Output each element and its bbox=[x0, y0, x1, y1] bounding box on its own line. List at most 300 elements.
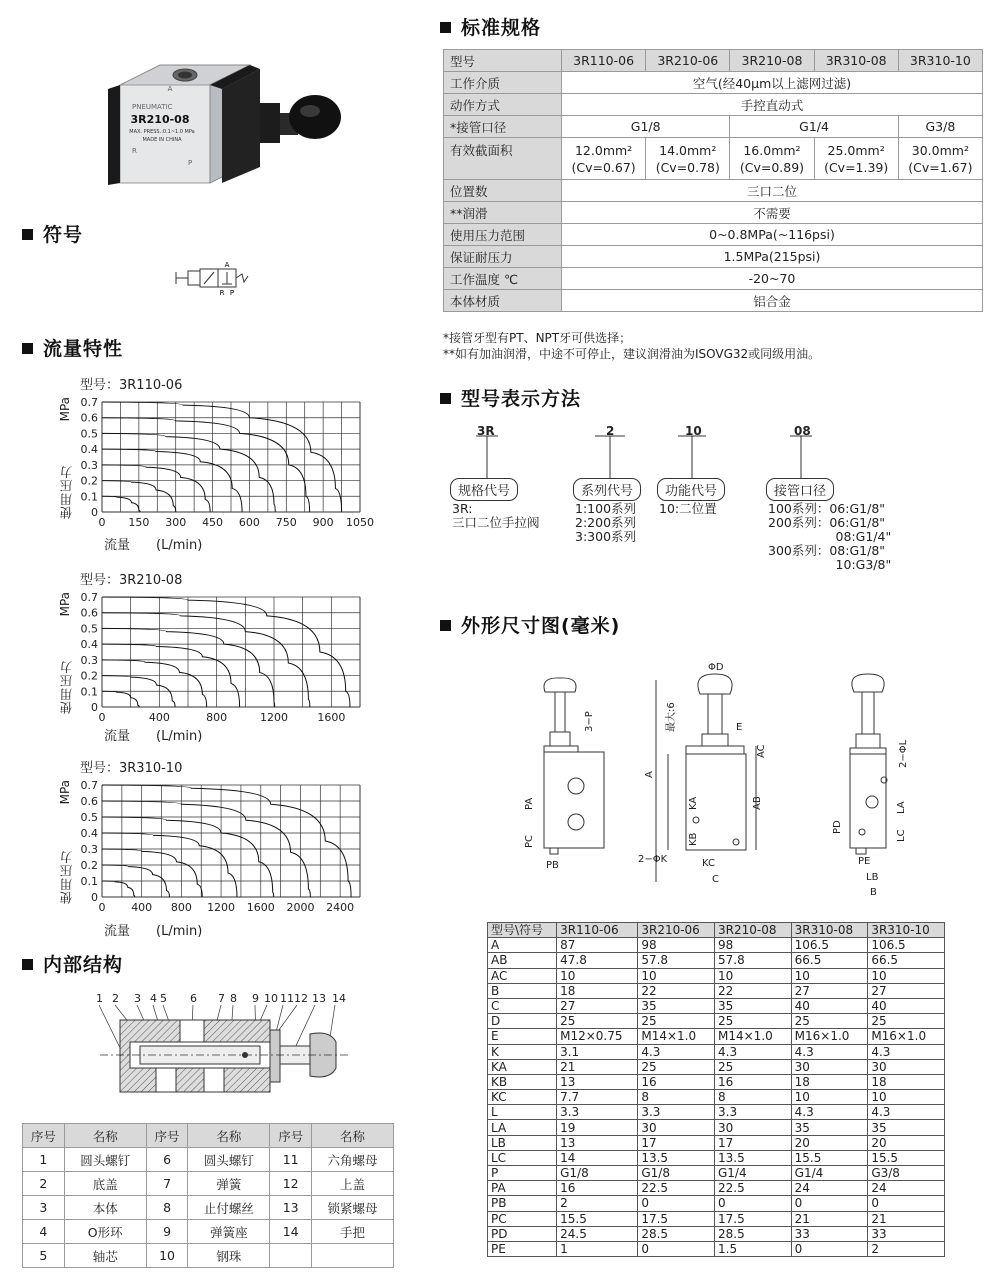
dim-label-c: C bbox=[712, 874, 719, 885]
dim-cell: 47.8 bbox=[557, 953, 638, 968]
dim-cell: 33 bbox=[791, 1226, 868, 1241]
chart2-xlabel: 流量 (L/min) bbox=[104, 729, 203, 744]
dim-cell: 4.3 bbox=[791, 1044, 868, 1059]
dim-cell: B bbox=[488, 983, 557, 998]
parts-header-cell: 名称 bbox=[188, 1124, 270, 1148]
x-tick-label: 2000 bbox=[286, 901, 315, 914]
section-spec: 标准规格 bbox=[440, 13, 541, 40]
spec-note-2: **如有加油润滑，中途不可停止，建议润滑油为ISOVG32或同级用油。 bbox=[443, 347, 821, 361]
callout-5: 5 bbox=[160, 992, 167, 1005]
dim-cell: M14×1.0 bbox=[638, 1029, 715, 1044]
dim-header-cell: 3R310-08 bbox=[791, 923, 868, 938]
dim-cell: 0 bbox=[791, 1241, 868, 1256]
code-label-port: 接管口径 bbox=[766, 478, 834, 501]
spec-label: *接管口径 bbox=[444, 116, 562, 138]
parts-row bbox=[23, 1244, 394, 1268]
dim-cell: 4.3 bbox=[791, 1105, 868, 1120]
parts-row bbox=[23, 1220, 394, 1244]
x-tick-label: 0 bbox=[98, 516, 106, 529]
spec-area-4: 25.0mm² (Cv=1.39) bbox=[814, 138, 898, 180]
dim-cell: 3.1 bbox=[557, 1044, 638, 1059]
spec-model-5: 3R310-10 bbox=[898, 50, 982, 72]
spec-model-3: 3R210-08 bbox=[730, 50, 814, 72]
parts-cell bbox=[270, 1244, 312, 1268]
chart2-title: 型号：3R210-08 bbox=[80, 573, 183, 588]
symbol-port-r: R bbox=[219, 289, 225, 297]
dim-cell: 35 bbox=[715, 998, 792, 1013]
dim-label-ac: AC bbox=[756, 744, 767, 758]
dim-cell: 10 bbox=[715, 968, 792, 983]
dim-cell: 35 bbox=[791, 1120, 868, 1135]
dim-row bbox=[488, 998, 945, 1013]
dim-cell: 1.5 bbox=[715, 1241, 792, 1256]
code-08: 08 bbox=[794, 424, 811, 438]
dim-cell: 0 bbox=[791, 1196, 868, 1211]
dim-cell: 13.5 bbox=[638, 1150, 715, 1165]
spec-row-positions bbox=[444, 180, 983, 202]
dim-cell: 22 bbox=[638, 983, 715, 998]
dim-cell: 24 bbox=[868, 1181, 945, 1196]
section-flow: 流量特性 bbox=[22, 334, 123, 361]
x-tick-label: 750 bbox=[275, 516, 297, 529]
spec-row-proof bbox=[444, 246, 983, 268]
dim-cell: PE bbox=[488, 1241, 557, 1256]
dim-row bbox=[488, 1074, 945, 1089]
dim-cell: AB bbox=[488, 953, 557, 968]
spec-row-pressure bbox=[444, 224, 983, 246]
dim-cell: 30 bbox=[715, 1120, 792, 1135]
dim-cell: 27 bbox=[557, 998, 638, 1013]
parts-cell: 弹簧座 bbox=[188, 1220, 270, 1244]
parts-cell: 上盖 bbox=[312, 1172, 394, 1196]
dim-label-2l: 2−ΦL bbox=[898, 739, 909, 768]
dim-cell: 30 bbox=[638, 1120, 715, 1135]
x-tick-label: 900 bbox=[312, 516, 334, 529]
y-tick-label: 0.2 bbox=[80, 669, 98, 683]
dim-cell: G1/8 bbox=[557, 1166, 638, 1181]
code-label-spec: 规格代号 bbox=[450, 478, 518, 501]
flow-curve-0.1 bbox=[102, 691, 139, 707]
dim-cell: 22.5 bbox=[638, 1181, 715, 1196]
dim-label-lb: LB bbox=[866, 872, 879, 883]
dim-cell: 16 bbox=[638, 1074, 715, 1089]
dim-cell: 98 bbox=[638, 938, 715, 953]
dim-cell: 16 bbox=[557, 1181, 638, 1196]
dim-cell: 4.3 bbox=[638, 1044, 715, 1059]
parts-cell: 6 bbox=[146, 1148, 188, 1172]
y-tick-label: 0.4 bbox=[80, 827, 98, 840]
dim-cell: 3.3 bbox=[557, 1105, 638, 1120]
dim-row bbox=[488, 1150, 945, 1165]
x-tick-label: 1200 bbox=[260, 711, 288, 724]
dim-cell: 21 bbox=[557, 1059, 638, 1074]
parts-cell: 弹簧 bbox=[188, 1172, 270, 1196]
callout-4: 4 bbox=[150, 992, 157, 1005]
parts-row bbox=[23, 1196, 394, 1220]
dim-row bbox=[488, 1029, 945, 1044]
dim-cell: 1 bbox=[557, 1241, 638, 1256]
dim-cell: 15.5 bbox=[868, 1150, 945, 1165]
y-tick-label: 0.3 bbox=[80, 458, 98, 472]
dim-cell: 66.5 bbox=[791, 953, 868, 968]
callout-11: 11 bbox=[280, 992, 294, 1005]
dim-row bbox=[488, 953, 945, 968]
y-tick-label: 0 bbox=[91, 506, 98, 519]
dim-cell: M12×0.75 bbox=[557, 1029, 638, 1044]
dim-cell: 22 bbox=[715, 983, 792, 998]
spec-model-2: 3R210-06 bbox=[646, 50, 730, 72]
dim-header-cell: 3R210-06 bbox=[638, 923, 715, 938]
dim-row bbox=[488, 1135, 945, 1150]
y-tick-label: 0.6 bbox=[80, 411, 98, 425]
dim-cell: LB bbox=[488, 1135, 557, 1150]
dim-cell: 25 bbox=[791, 1014, 868, 1029]
dim-cell: 10 bbox=[638, 968, 715, 983]
parts-header-cell: 序号 bbox=[23, 1124, 65, 1148]
dim-cell: 7.7 bbox=[557, 1090, 638, 1105]
dim-label-pa: PA bbox=[524, 797, 535, 810]
parts-cell: 4 bbox=[23, 1220, 65, 1244]
spec-value: 1.5MPa(215psi) bbox=[562, 246, 983, 268]
dim-cell: 87 bbox=[557, 938, 638, 953]
spec-value: 不需要 bbox=[562, 202, 983, 224]
dim-cell: K bbox=[488, 1044, 557, 1059]
x-tick-label: 450 bbox=[202, 516, 224, 529]
parts-cell: 10 bbox=[146, 1244, 188, 1268]
dim-cell: 24.5 bbox=[557, 1226, 638, 1241]
parts-cell: 9 bbox=[146, 1220, 188, 1244]
parts-cell: 本体 bbox=[64, 1196, 146, 1220]
y-tick-label: 0.5 bbox=[80, 622, 98, 636]
x-tick-label: 1600 bbox=[246, 901, 275, 914]
dim-label-pe: PE bbox=[858, 856, 871, 867]
chart2-ylabel: 使用压力 bbox=[59, 660, 74, 714]
dim-row bbox=[488, 1059, 945, 1074]
callout-9: 9 bbox=[252, 992, 259, 1005]
dim-label-ab: AB bbox=[752, 796, 763, 810]
dim-cell: PB bbox=[488, 1196, 557, 1211]
dim-row bbox=[488, 1166, 945, 1181]
spec-note-1: *接管牙型有PT、NPT牙可供选择； bbox=[443, 331, 632, 345]
chart3-plot bbox=[70, 779, 390, 917]
dim-cell: 13 bbox=[557, 1135, 638, 1150]
callout-13: 13 bbox=[312, 992, 326, 1005]
dim-cell: C bbox=[488, 998, 557, 1013]
spec-value: 0~0.8MPa(~116psi) bbox=[562, 224, 983, 246]
y-tick-label: 0.6 bbox=[80, 795, 98, 808]
dim-cell: 27 bbox=[868, 983, 945, 998]
dim-cell: 28.5 bbox=[638, 1226, 715, 1241]
dim-cell: LA bbox=[488, 1120, 557, 1135]
dim-cell: PD bbox=[488, 1226, 557, 1241]
spec-value: 空气(经40μm以上滤网过滤) bbox=[562, 72, 983, 94]
parts-cell: 8 bbox=[146, 1196, 188, 1220]
x-tick-label: 1600 bbox=[317, 711, 346, 724]
spec-header-row bbox=[444, 50, 983, 72]
dim-cell: KA bbox=[488, 1059, 557, 1074]
y-tick-label: 0 bbox=[91, 891, 98, 904]
dim-cell: 28.5 bbox=[715, 1226, 792, 1241]
spec-value: 铝合金 bbox=[562, 290, 983, 312]
callout-1: 1 bbox=[96, 992, 103, 1005]
dim-cell: 2 bbox=[868, 1241, 945, 1256]
y-tick-label: 0.4 bbox=[80, 443, 98, 457]
spec-model-1: 3R110-06 bbox=[562, 50, 646, 72]
spec-row-material bbox=[444, 290, 983, 312]
spec-row-area bbox=[444, 138, 983, 180]
dim-label-pd: PD bbox=[832, 820, 843, 834]
dim-cell: D bbox=[488, 1014, 557, 1029]
dim-cell: 30 bbox=[868, 1059, 945, 1074]
chart1-title: 型号：3R110-06 bbox=[80, 378, 183, 393]
dim-cell: KC bbox=[488, 1090, 557, 1105]
x-tick-label: 1050 bbox=[346, 516, 374, 529]
dim-label-la: LA bbox=[896, 801, 907, 814]
spec-table bbox=[443, 49, 983, 312]
symbol-port-a: A bbox=[224, 261, 230, 269]
spec-area-2: 14.0mm² (Cv=0.78) bbox=[646, 138, 730, 180]
dim-row bbox=[488, 983, 945, 998]
photo-port-p: P bbox=[188, 159, 193, 167]
chart2-yunit: MPa bbox=[58, 592, 72, 617]
parts-header-cell: 名称 bbox=[312, 1124, 394, 1148]
dim-cell: 17 bbox=[638, 1135, 715, 1150]
y-tick-label: 0.3 bbox=[80, 653, 98, 667]
dimension-table bbox=[487, 922, 945, 1257]
callout-6: 6 bbox=[190, 992, 197, 1005]
dim-cell: 35 bbox=[638, 998, 715, 1013]
dim-cell: PC bbox=[488, 1211, 557, 1226]
dim-row bbox=[488, 968, 945, 983]
dim-cell: 25 bbox=[715, 1059, 792, 1074]
y-tick-label: 0.3 bbox=[80, 843, 98, 856]
dim-label-ka: KA bbox=[688, 796, 699, 810]
symbol-port-p: P bbox=[229, 289, 235, 297]
dim-cell: 33 bbox=[868, 1226, 945, 1241]
y-tick-label: 0.4 bbox=[80, 638, 98, 652]
dim-cell: 25 bbox=[557, 1014, 638, 1029]
y-tick-label: 0.7 bbox=[80, 591, 98, 604]
spec-label: 使用压力范围 bbox=[444, 224, 562, 246]
dim-cell: 22.5 bbox=[715, 1181, 792, 1196]
spec-area-1: 12.0mm² (Cv=0.67) bbox=[562, 138, 646, 180]
code-3r: 3R bbox=[477, 424, 495, 438]
parts-cell: O形环 bbox=[64, 1220, 146, 1244]
dim-cell: 20 bbox=[868, 1135, 945, 1150]
parts-cell: 圆头螺钉 bbox=[64, 1148, 146, 1172]
chart1-xlabel: 流量 (L/min) bbox=[104, 538, 203, 553]
dim-cell: 13 bbox=[557, 1074, 638, 1089]
spec-label: 位置数 bbox=[444, 180, 562, 202]
spec-value: G3/8 bbox=[898, 116, 982, 138]
dim-cell: 8 bbox=[638, 1090, 715, 1105]
parts-cell: 11 bbox=[270, 1148, 312, 1172]
dim-cell: 17.5 bbox=[715, 1211, 792, 1226]
dim-cell: 25 bbox=[638, 1014, 715, 1029]
code-desc-spec: 3R: 三口二位手拉阀 bbox=[452, 501, 540, 530]
photo-brand: PNEUMATIC bbox=[132, 103, 173, 111]
parts-cell: 3 bbox=[23, 1196, 65, 1220]
x-tick-label: 0 bbox=[98, 901, 106, 914]
callout-8: 8 bbox=[230, 992, 237, 1005]
dim-cell: 57.8 bbox=[638, 953, 715, 968]
section-internal: 内部结构 bbox=[22, 950, 123, 977]
x-tick-label: 2400 bbox=[326, 901, 355, 914]
parts-cell: 5 bbox=[23, 1244, 65, 1268]
dim-cell: PA bbox=[488, 1181, 557, 1196]
flow-curve-0.5 bbox=[102, 817, 274, 897]
dim-row bbox=[488, 1241, 945, 1256]
dim-header-row bbox=[488, 923, 945, 938]
parts-cell: 1 bbox=[23, 1148, 65, 1172]
x-tick-label: 600 bbox=[238, 516, 260, 529]
spec-header-label: 型号 bbox=[444, 50, 562, 72]
dim-row bbox=[488, 938, 945, 953]
dim-cell: M14×1.0 bbox=[715, 1029, 792, 1044]
flow-curve-0.3 bbox=[102, 660, 207, 707]
dim-label-kc: KC bbox=[702, 858, 715, 869]
code-label-series: 系列代号 bbox=[573, 478, 641, 501]
dim-cell: G1/4 bbox=[715, 1166, 792, 1181]
dim-cell: 18 bbox=[557, 983, 638, 998]
parts-cell: 轴芯 bbox=[64, 1244, 146, 1268]
chart2-plot bbox=[70, 591, 390, 727]
parts-cell: 止付螺丝 bbox=[188, 1196, 270, 1220]
dim-row bbox=[488, 1181, 945, 1196]
spec-value: G1/8 bbox=[562, 116, 730, 138]
dim-cell: 25 bbox=[868, 1014, 945, 1029]
photo-max-press: MAX. PRESS.:0.1~1.0 MPa bbox=[129, 129, 195, 135]
dim-cell: 10 bbox=[868, 968, 945, 983]
valve-symbol-diagram bbox=[172, 258, 252, 298]
dim-cell: 40 bbox=[791, 998, 868, 1013]
parts-cell: 14 bbox=[270, 1220, 312, 1244]
y-tick-label: 0.5 bbox=[80, 427, 98, 441]
dim-label-e: E bbox=[736, 722, 743, 733]
dim-row bbox=[488, 1090, 945, 1105]
dim-cell: 106.5 bbox=[868, 938, 945, 953]
dim-cell: LC bbox=[488, 1150, 557, 1165]
product-photo bbox=[100, 55, 360, 200]
photo-port-a: A bbox=[167, 85, 173, 93]
dim-row bbox=[488, 1211, 945, 1226]
callout-7: 7 bbox=[218, 992, 225, 1005]
y-tick-label: 0.2 bbox=[80, 474, 98, 488]
x-tick-label: 0 bbox=[98, 711, 106, 724]
x-tick-label: 800 bbox=[170, 901, 192, 914]
x-tick-label: 400 bbox=[148, 711, 170, 724]
callout-3: 3 bbox=[134, 992, 141, 1005]
dim-cell: 25 bbox=[638, 1059, 715, 1074]
dim-label-3p: 3−P bbox=[584, 711, 595, 732]
x-tick-label: 1200 bbox=[207, 901, 236, 914]
dim-cell: 3.3 bbox=[715, 1105, 792, 1120]
dim-cell: 21 bbox=[868, 1211, 945, 1226]
dim-cell: 10 bbox=[791, 1090, 868, 1105]
flow-curve-0.1 bbox=[102, 881, 135, 897]
dim-cell: M16×1.0 bbox=[868, 1029, 945, 1044]
dim-cell: 18 bbox=[868, 1074, 945, 1089]
dim-header-cell: 3R310-10 bbox=[868, 923, 945, 938]
dim-cell: 13.5 bbox=[715, 1150, 792, 1165]
dim-row bbox=[488, 1014, 945, 1029]
code-label-function: 功能代号 bbox=[657, 478, 725, 501]
section-dims: 外形尺寸图(毫米) bbox=[440, 611, 620, 638]
parts-cell: 13 bbox=[270, 1196, 312, 1220]
dim-cell: 35 bbox=[868, 1120, 945, 1135]
dim-label-kb: KB bbox=[688, 832, 699, 846]
parts-cell: 手把 bbox=[312, 1220, 394, 1244]
spec-value: G1/4 bbox=[730, 116, 898, 138]
flow-curve-0.1 bbox=[102, 496, 140, 512]
dim-cell: 10 bbox=[791, 968, 868, 983]
chart1-yunit: MPa bbox=[58, 397, 72, 422]
parts-header-cell: 名称 bbox=[64, 1124, 146, 1148]
spec-area-3: 16.0mm² (Cv=0.89) bbox=[730, 138, 814, 180]
dim-cell: 19 bbox=[557, 1120, 638, 1135]
dim-cell: 16 bbox=[715, 1074, 792, 1089]
spec-value: 手控直动式 bbox=[562, 94, 983, 116]
dim-cell: 10 bbox=[557, 968, 638, 983]
dim-label-d: ΦD bbox=[708, 662, 724, 673]
dim-cell: 25 bbox=[715, 1014, 792, 1029]
code-desc-function: 10:二位置 bbox=[659, 501, 717, 516]
dim-cell: 15.5 bbox=[791, 1150, 868, 1165]
parts-cell: 六角螺母 bbox=[312, 1148, 394, 1172]
code-10: 10 bbox=[685, 424, 702, 438]
spec-row-action bbox=[444, 94, 983, 116]
dim-cell: 4.3 bbox=[868, 1044, 945, 1059]
dim-cell: 10 bbox=[868, 1090, 945, 1105]
parts-cell: 钢珠 bbox=[188, 1244, 270, 1268]
dim-row bbox=[488, 1105, 945, 1120]
dim-cell: 20 bbox=[791, 1135, 868, 1150]
spec-label: 本体材质 bbox=[444, 290, 562, 312]
callout-2: 2 bbox=[112, 992, 119, 1005]
dim-cell: G1/4 bbox=[791, 1166, 868, 1181]
x-tick-label: 800 bbox=[206, 711, 228, 724]
dim-cell: 40 bbox=[868, 998, 945, 1013]
parts-cell: 7 bbox=[146, 1172, 188, 1196]
dim-cell: E bbox=[488, 1029, 557, 1044]
dim-cell: 15.5 bbox=[557, 1211, 638, 1226]
spec-row-port bbox=[444, 116, 983, 138]
parts-header-cell: 序号 bbox=[146, 1124, 188, 1148]
dim-cell: 4.3 bbox=[868, 1105, 945, 1120]
spec-row-temp bbox=[444, 268, 983, 290]
parts-row bbox=[23, 1172, 394, 1196]
spec-value: -20~70 bbox=[562, 268, 983, 290]
x-tick-label: 300 bbox=[165, 516, 187, 529]
spec-label: 保证耐压力 bbox=[444, 246, 562, 268]
dim-cell: 98 bbox=[715, 938, 792, 953]
dim-cell: 17.5 bbox=[638, 1211, 715, 1226]
y-tick-label: 0.6 bbox=[80, 606, 98, 620]
chart3-ylabel: 使用压力 bbox=[59, 850, 74, 904]
dim-cell: 0 bbox=[638, 1196, 715, 1211]
y-tick-label: 0.1 bbox=[80, 685, 98, 699]
chart3-title: 型号：3R310-10 bbox=[80, 761, 183, 776]
callout-12: 12 bbox=[294, 992, 308, 1005]
parts-cell: 12 bbox=[270, 1172, 312, 1196]
dim-cell: 0 bbox=[715, 1196, 792, 1211]
dim-label-lc: LC bbox=[896, 829, 907, 842]
spec-label: 工作介质 bbox=[444, 72, 562, 94]
dim-row bbox=[488, 1196, 945, 1211]
dim-cell: L bbox=[488, 1105, 557, 1120]
dimension-drawing bbox=[500, 662, 960, 902]
code-2: 2 bbox=[606, 424, 615, 438]
